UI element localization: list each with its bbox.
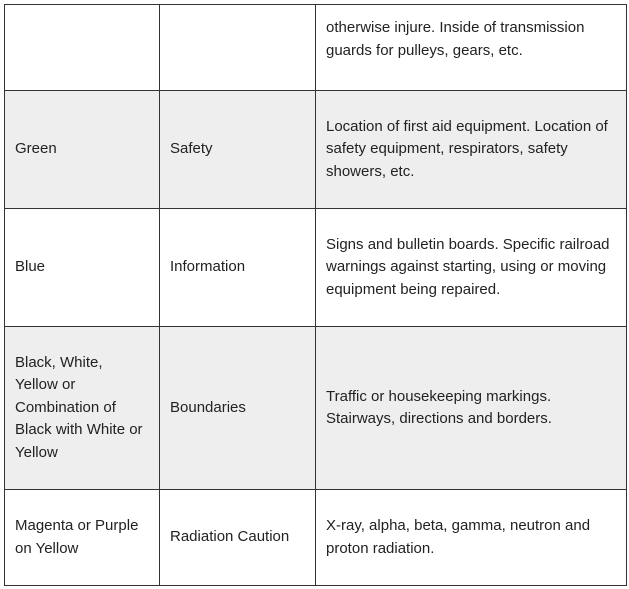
table-row xyxy=(5,209,627,327)
table-row xyxy=(5,91,627,209)
meaning-cell: Safety xyxy=(160,91,316,209)
table-row xyxy=(5,490,627,586)
color-cell xyxy=(5,5,160,91)
application-cell: otherwise injure. Inside of transmission guards for pulleys, gears, etc. xyxy=(316,5,627,91)
meaning-cell xyxy=(160,5,316,91)
color-cell: Green xyxy=(5,91,160,209)
table-row xyxy=(5,5,627,91)
application-cell: Traffic or housekeeping markings. Stairways, directions and borders. xyxy=(316,327,627,490)
application-cell: Location of first aid equipment. Location of safety equipment, respirators, safety showers, etc. xyxy=(316,91,627,209)
application-cell: X-ray, alpha, beta, gamma, neutron and proton radiation. xyxy=(316,490,627,586)
meaning-cell: Boundaries xyxy=(160,327,316,490)
color-cell: Magenta or Purple on Yellow xyxy=(5,490,160,586)
color-cell: Black, White, Yellow or Combination of Black with White or Yellow xyxy=(5,327,160,490)
color-cell: Blue xyxy=(5,209,160,327)
color-code-table-container xyxy=(4,4,626,586)
meaning-cell: Radiation Caution xyxy=(160,490,316,586)
application-cell: Signs and bulletin boards. Specific railroad warnings against starting, using or moving equipment being repaired. xyxy=(316,209,627,327)
color-code-table xyxy=(4,4,627,586)
meaning-cell: Information xyxy=(160,209,316,327)
table-row xyxy=(5,327,627,490)
